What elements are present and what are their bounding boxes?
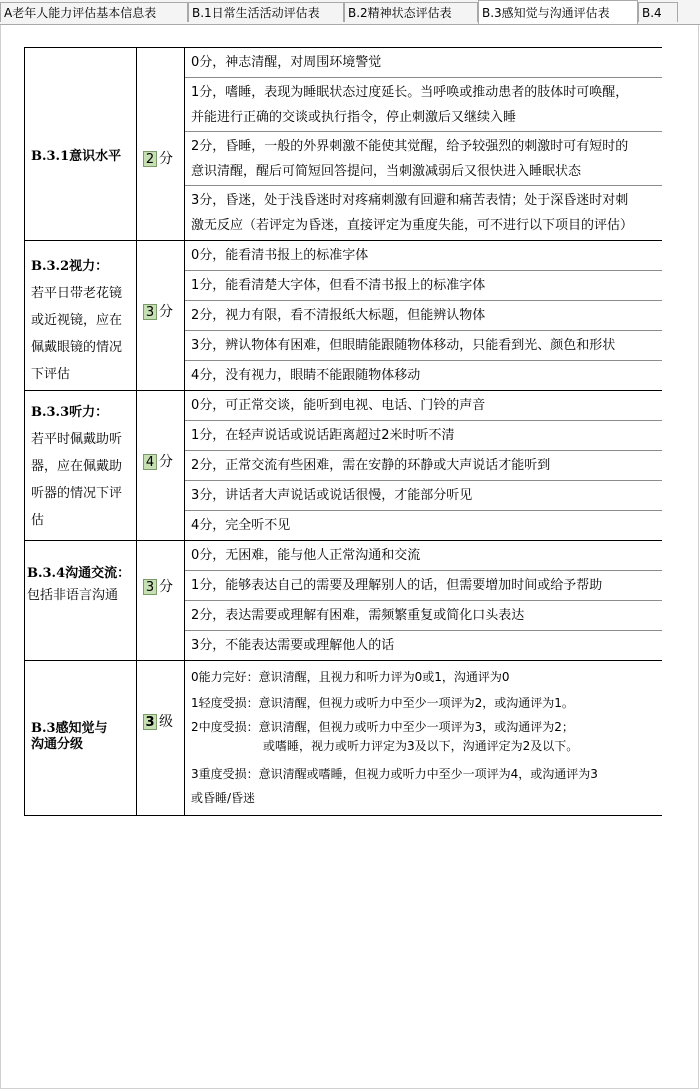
hearing-score-input[interactable]: 4 [143, 454, 157, 470]
tab-basic-info[interactable] [0, 2, 188, 22]
grade-descriptions [184, 660, 662, 816]
hearing-score-cell [136, 390, 185, 541]
section-label-block [31, 721, 108, 753]
option-text: 激无反应（若评定为昏迷，直接评定为重度失能，可不进行以下项目的评估） [191, 218, 634, 233]
option-text: 1分，能看清楚大字体，但看不清书报上的标准字体 [191, 278, 486, 293]
option-text: 3分，讲话者大声说话或说话很慢，才能部分听见 [191, 488, 473, 503]
option-text: 1分，能够表达自己的需要及理解别人的话，但需要增加时间或给予帮助 [191, 578, 603, 593]
score-unit: 分 [159, 454, 173, 470]
consciousness-options [184, 47, 662, 241]
hearing-options [184, 390, 662, 541]
option-row [185, 78, 662, 132]
consciousness-score-input[interactable]: 2 [143, 151, 157, 167]
tab-label: B.4 [642, 6, 662, 20]
tab-label: A老年人能力评估基本信息表 [4, 6, 157, 20]
section-label-block [31, 399, 122, 534]
section-title: B.3.3听力： [31, 405, 109, 420]
grade-line: 或嗜睡，视力或听力评定为3及以下，沟通评定为2及以下。 [263, 739, 579, 753]
grade-line: 0能力完好：意识清醒，且视力和听力评为0或1，沟通评为0 [191, 670, 510, 684]
grade-line: 3重度受损：意识清醒或嗜睡，但视力或听力中至少一项评为4，或沟通评为3 [191, 767, 598, 781]
section-note: 器，应在佩戴助 [31, 459, 123, 474]
communication-score-cell [136, 540, 185, 661]
tab-label: B.1日常生活活动评估表 [192, 6, 320, 20]
communication-label-cell [24, 540, 136, 661]
tab-daily-activities[interactable] [188, 2, 344, 22]
tab-perception-communication[interactable] [478, 0, 638, 25]
grade-line: 1轻度受损：意识清醒，但视力或听力中至少一项评为2，或沟通评为1。 [191, 696, 574, 710]
assessment-form [24, 47, 662, 816]
option-row [185, 451, 662, 481]
communication-score-input[interactable]: 3 [143, 579, 157, 595]
option-text: 3分，不能表达需要或理解他人的话 [191, 638, 395, 653]
score-field [143, 303, 173, 321]
consciousness-label-cell [24, 47, 136, 241]
option-row [185, 481, 662, 511]
sheet-tab-bar [0, 0, 700, 25]
option-text: 2分，表达需要或理解有困难，需频繁重复或简化口头表达 [191, 608, 525, 623]
option-row [185, 331, 662, 361]
option-text: 1分，嗜睡，表现为睡眠状态过度延长。当呼唤或推动患者的肢体时可唤醒， [191, 85, 629, 100]
score-field [143, 453, 173, 471]
vision-label-cell [24, 240, 136, 391]
score-unit: 级 [159, 714, 173, 730]
section-note: 或近视镜，应在 [31, 313, 123, 328]
tab-mental-state[interactable] [344, 2, 478, 22]
grade-score-cell [136, 660, 185, 816]
option-text: 0分，无困难，能与他人正常沟通和交流 [191, 548, 421, 563]
option-row [185, 421, 662, 451]
section-note: 估 [31, 513, 45, 528]
option-row [185, 186, 662, 242]
option-row [185, 391, 662, 421]
option-text: 4分，没有视力，眼睛不能跟随物体移动 [191, 368, 421, 383]
option-row [185, 241, 662, 271]
option-text: 2分，正常交流有些困难，需在安静的环静或大声说话才能听到 [191, 458, 551, 473]
option-row [185, 271, 662, 301]
option-row [185, 361, 662, 392]
option-text: 0分，可正常交谈，能听到电视、电话、门铃的声音 [191, 398, 486, 413]
grade-title: B.3感知觉与 [31, 721, 108, 736]
grade-line: 或昏睡/昏迷 [191, 791, 256, 805]
option-text: 3分，辨认物体有困难，但眼睛能跟随物体移动，只能看到光、颜色和形状 [191, 338, 616, 353]
grade-title: 沟通分级 [31, 737, 84, 752]
hearing-label-cell [24, 390, 136, 541]
communication-options [184, 540, 662, 661]
grade-score-input[interactable]: 3 [143, 714, 157, 730]
option-text: 并能进行正确的交谈或执行指令，停止刺激后又继续入睡 [191, 110, 517, 125]
score-unit: 分 [159, 151, 173, 167]
section-title: B.3.2视力： [31, 259, 109, 274]
option-text: 1分，在轻声说话或说话距离超过2米时听不清 [191, 428, 455, 443]
option-text: 0分，能看清书报上的标准字体 [191, 248, 369, 263]
section-title: B.3.4沟通交流： [27, 566, 131, 581]
option-row [185, 631, 662, 662]
option-text: 意识清醒，醒后可简短回答提问，当刺激减弱后又很快进入睡眠状态 [191, 164, 582, 179]
grade-label-cell [24, 660, 136, 816]
section-label-block [27, 563, 130, 607]
option-text: 0分，神志清醒，对周围环境警觉 [191, 55, 382, 70]
score-unit: 分 [159, 579, 173, 595]
option-row [185, 601, 662, 631]
option-row [185, 132, 662, 186]
vision-score-input[interactable]: 3 [143, 304, 157, 320]
section-note: 下评估 [31, 367, 71, 382]
option-text: 2分，视力有限，看不清报纸大标题，但能辨认物体 [191, 308, 486, 323]
option-text: 3分，昏迷，处于浅昏迷时对疼痛刺激有回避和痛苦表情；处于深昏迷时对刺 [191, 193, 629, 208]
vision-options [184, 240, 662, 391]
section-label-block [31, 253, 122, 388]
section-title: B.3.1意识水平 [31, 149, 122, 164]
section-note: 若平时佩戴助听 [31, 432, 123, 447]
section-note: 佩戴眼镜的情况 [31, 340, 123, 355]
grade-line: 2中度受损：意识清醒，但视力或听力中至少一项评为3，或沟通评为2； [191, 720, 574, 734]
option-text: 2分，昏睡，一般的外界刺激不能使其觉醒，给予较强烈的刺激时可有短时的 [191, 139, 629, 154]
option-row [185, 571, 662, 601]
option-text: 4分，完全听不见 [191, 518, 291, 533]
score-field [143, 578, 173, 596]
score-field [143, 713, 173, 731]
score-unit: 分 [159, 304, 173, 320]
option-row [185, 511, 662, 542]
tab-label: B.2精神状态评估表 [348, 6, 452, 20]
option-row [185, 48, 662, 78]
option-row [185, 301, 662, 331]
tab-b4[interactable] [638, 2, 678, 22]
option-row [185, 541, 662, 571]
tab-label: B.3感知觉与沟通评估表 [482, 6, 610, 20]
vision-score-cell [136, 240, 185, 391]
score-field [143, 150, 173, 168]
section-note: 包括非语言沟通 [27, 588, 119, 603]
section-note: 若平日带老花镜 [31, 286, 123, 301]
section-note: 听器的情况下评 [31, 486, 123, 501]
consciousness-score-cell [136, 47, 185, 241]
